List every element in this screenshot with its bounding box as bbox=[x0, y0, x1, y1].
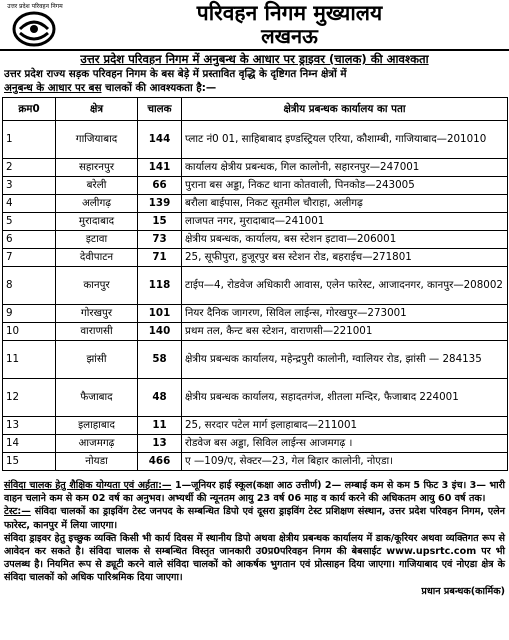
apply-paragraph bbox=[4, 532, 505, 585]
row-region: गाजियाबाद bbox=[56, 121, 138, 159]
row-serial: 6 bbox=[3, 231, 56, 249]
row-drivers: 139 bbox=[138, 195, 182, 213]
row-region: इलाहाबाद bbox=[56, 417, 138, 435]
row-address: क्षेत्रीय प्रबन्धक, कार्यालय, बस स्टेशन इटावा—206001 bbox=[182, 231, 508, 249]
table-row bbox=[3, 267, 508, 305]
table-row bbox=[3, 435, 508, 453]
upsrtc-logo-icon bbox=[12, 11, 56, 47]
intro-underlined: अनुबन्ध के आधार पर बस bbox=[4, 82, 102, 94]
test-heading: टेस्ट:— bbox=[4, 506, 31, 518]
row-serial: 4 bbox=[3, 195, 56, 213]
row-region: कानपुर bbox=[56, 267, 138, 305]
row-address: पुराना बस अड्डा, निकट थाना कोतवाली, पिनकोड—243005 bbox=[182, 177, 508, 195]
row-region: देवीपाटन bbox=[56, 249, 138, 267]
test-paragraph bbox=[4, 505, 505, 531]
row-address: कार्यालय क्षेत्रीय प्रबन्धक, गिल कालोनी, सहारनपुर—247001 bbox=[182, 159, 508, 177]
row-drivers: 58 bbox=[138, 341, 182, 379]
row-serial: 7 bbox=[3, 249, 56, 267]
row-address: लाजपत नगर, मुरादाबाद—241001 bbox=[182, 213, 508, 231]
row-address: टाईप—4, रोडवेज अधिकारी आवास, एलेन फारेस्ट, आजादनगर, कानपुर—208002 bbox=[182, 267, 508, 305]
table-row bbox=[3, 213, 508, 231]
vacancy-table bbox=[2, 97, 508, 471]
row-region: मुरादाबाद bbox=[56, 213, 138, 231]
row-region: बरेली bbox=[56, 177, 138, 195]
logo-caption: उत्तर प्रदेश परिवहन निगम bbox=[7, 3, 63, 10]
row-serial: 1 bbox=[3, 121, 56, 159]
header-drivers: चालक bbox=[138, 98, 182, 121]
row-drivers: 141 bbox=[138, 159, 182, 177]
intro-rest: चालकों की आवश्यकता है:— bbox=[101, 82, 217, 94]
row-drivers: 11 bbox=[138, 417, 182, 435]
row-drivers: 48 bbox=[138, 379, 182, 417]
row-drivers: 15 bbox=[138, 213, 182, 231]
footer-text bbox=[4, 479, 505, 598]
row-region: आजमगढ़ bbox=[56, 435, 138, 453]
row-drivers: 118 bbox=[138, 267, 182, 305]
table-row bbox=[3, 305, 508, 323]
row-region: सहारनपुर bbox=[56, 159, 138, 177]
row-serial: 14 bbox=[3, 435, 56, 453]
row-serial: 13 bbox=[3, 417, 56, 435]
row-drivers: 73 bbox=[138, 231, 182, 249]
table-row bbox=[3, 121, 508, 159]
city-title: लखनऊ bbox=[261, 24, 318, 48]
qualification-heading: संविदा चालक हेतु शैक्षिक योग्यता एवं अर्हता:— bbox=[4, 480, 172, 491]
qualification-paragraph bbox=[4, 479, 505, 505]
row-drivers: 66 bbox=[138, 177, 182, 195]
signature: प्रधान प्रबन्धक(कार्मिक) bbox=[421, 585, 505, 597]
table-row bbox=[3, 159, 508, 177]
table-row bbox=[3, 177, 508, 195]
table-row bbox=[3, 417, 508, 435]
notice-title: उत्तर प्रदेश परिवहन निगम में अनुबन्ध के आधार पर ड्राइवर (चालक) की आवश्कता bbox=[80, 52, 429, 66]
table-row bbox=[3, 195, 508, 213]
row-region: नोयडा bbox=[56, 453, 138, 471]
row-serial: 2 bbox=[3, 159, 56, 177]
table-row bbox=[3, 249, 508, 267]
intro-line-1: उत्तर प्रदेश राज्य सड़क परिवहन निगम के बस बेड़े में प्रस्तावित वृद्धि के दृष्टिगत निम्न क्षेत्रों में bbox=[4, 68, 347, 80]
intro-line-2 bbox=[4, 81, 505, 95]
row-address: क्षेत्रीय प्रबन्धक कार्यालय, सहादतगंज, शीतला मन्दिर, फैजाबाद 224001 bbox=[182, 379, 508, 417]
row-region: इटावा bbox=[56, 231, 138, 249]
row-address: रोडवेज बस अड्डा, सिविल लाईन्स आजमगढ़ । bbox=[182, 435, 508, 453]
row-serial: 10 bbox=[3, 323, 56, 341]
row-address: 25, सरदार पटेल मार्ग इलाहाबाद—211001 bbox=[182, 417, 508, 435]
row-serial: 11 bbox=[3, 341, 56, 379]
row-address: बरौला बाईपास, निकट सूतमील चौराहा, अलीगढ़ bbox=[182, 195, 508, 213]
row-region: वाराणसी bbox=[56, 323, 138, 341]
row-serial: 5 bbox=[3, 213, 56, 231]
apply-text: संविदा ड्राइवर हेतु इच्छुक व्यक्ति किसी भी कार्य दिवस में स्थानीय डिपो अथवा क्षेत्रीय प्रबन्धक कार्यालय में डाक/कूरियर अथवा व्यक्तिगत रूप से आवेदन कर सकते है। संविदा चालक से सम्बन्धित विस्तृत जानकारी उ0प्र0परिवहन निगम की बेबसाईट www.upsrtc.com पर भी उपलब्ध है। नियमित रूप से ड्यूटी करने वाले संविदा चालकों को आकर्षक भुगतान एवं प्रोत्साहन दिया जाएगा। गाजियाबाद एवं नोएडा क्षेत्र के संविदा चालकों को अधिक पारिश्रमिक दिया जाएगा। bbox=[4, 532, 505, 584]
qualification-text: 1—जूनियर हाई स्कूल(कक्षा आठ उत्तीर्ण) 2— लम्बाई कम से कम 5 फिट 3 इंच। 3— भारी वाहन चलाने कम से कम 02 वर्ष का अनुभव। अभ्यर्थी की न्यूनतम आयु 23 वर्ष 06 माह व कार्य करने की अधिकतम आयु 60 वर्ष तक। bbox=[4, 480, 505, 505]
row-region: झांसी bbox=[56, 341, 138, 379]
row-address: 25, सूफीपुरा, हुजूरपुर बस स्टेशन रोड, बहराईच—271801 bbox=[182, 249, 508, 267]
row-address: प्रथम तल, कैन्ट बस स्टेशन, वाराणसी—221001 bbox=[182, 323, 508, 341]
row-region: अलीगढ़ bbox=[56, 195, 138, 213]
row-serial: 8 bbox=[3, 267, 56, 305]
row-serial: 15 bbox=[3, 453, 56, 471]
row-address: प्लाट नं0 01, साहिबाबाद इण्डस्ट्रियल एरिया, कौशाम्बी, गाजियाबाद—201010 bbox=[182, 121, 508, 159]
page-title: परिवहन निगम मुख्यालय bbox=[196, 1, 383, 25]
row-drivers: 13 bbox=[138, 435, 182, 453]
row-drivers: 144 bbox=[138, 121, 182, 159]
table-row bbox=[3, 453, 508, 471]
row-region: गोरखपुर bbox=[56, 305, 138, 323]
table-row bbox=[3, 341, 508, 379]
row-drivers: 466 bbox=[138, 453, 182, 471]
test-text: संविदा चालकों का ड्राइविंग टेस्ट जनपद के सम्बन्धित डिपो एवं दूसरा ड्राइविंग टेस्ट प्रशिक्षण संस्थान, उत्तर प्रदेश परिवहन निगम, एलेन फारेस्ट, कानपुर में लिया जाएगा। bbox=[4, 506, 505, 531]
table-row bbox=[3, 231, 508, 249]
header bbox=[0, 0, 509, 50]
table-header-row bbox=[3, 98, 508, 121]
header-serial: क्रम0 bbox=[3, 98, 56, 121]
row-drivers: 71 bbox=[138, 249, 182, 267]
row-address: ए —109/ए, सेक्टर—23, गेल बिहार कालोनी, नोएडा। bbox=[182, 453, 508, 471]
header-address: क्षेत्रीय प्रबन्धक कार्यालय का पता bbox=[182, 98, 508, 121]
row-address: क्षेत्रीय प्रबन्धक कार्यालय, महेन्द्रपुरी कालोनी, ग्वालियर रोड, झांसी — 284135 bbox=[182, 341, 508, 379]
row-drivers: 140 bbox=[138, 323, 182, 341]
table-row bbox=[3, 323, 508, 341]
row-serial: 12 bbox=[3, 379, 56, 417]
row-address: नियर दैनिक जागरण, सिविल लाईन्स, गोरखपुर—273001 bbox=[182, 305, 508, 323]
intro-text bbox=[4, 67, 505, 95]
table-row bbox=[3, 379, 508, 417]
row-region: फैजाबाद bbox=[56, 379, 138, 417]
header-region: क्षेत्र bbox=[56, 98, 138, 121]
logo bbox=[2, 2, 68, 48]
row-serial: 9 bbox=[3, 305, 56, 323]
row-drivers: 101 bbox=[138, 305, 182, 323]
row-serial: 3 bbox=[3, 177, 56, 195]
